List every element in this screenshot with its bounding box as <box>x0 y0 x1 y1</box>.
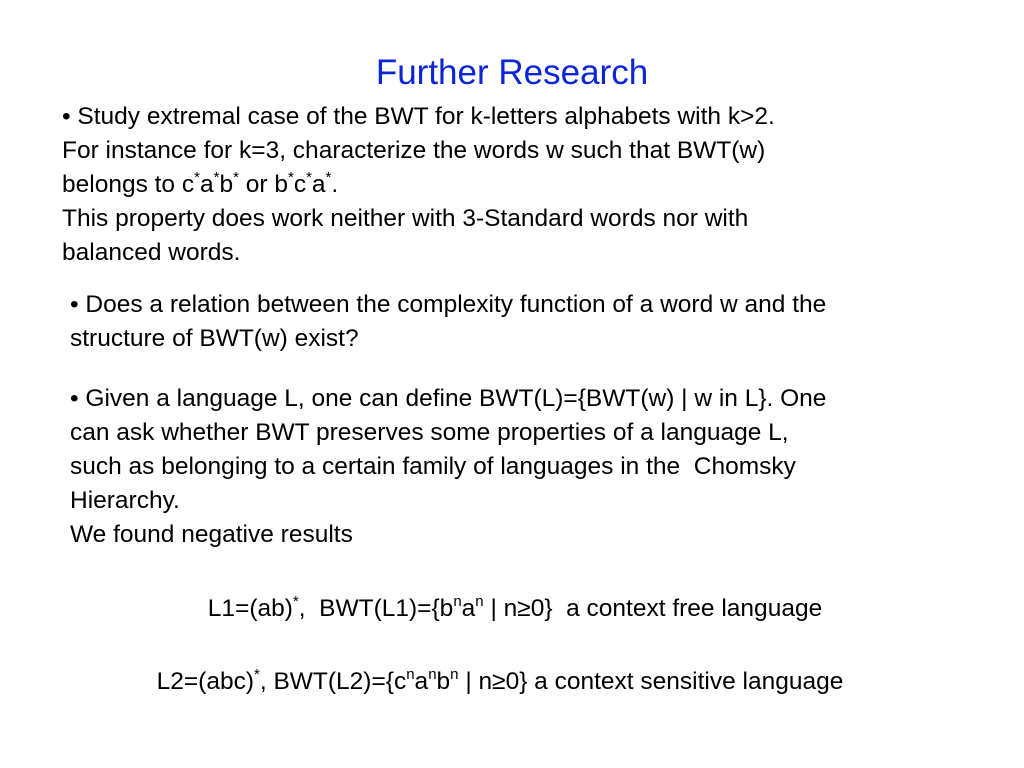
letter-a: a <box>461 595 476 622</box>
bullet-extremal-case <box>62 100 982 270</box>
belongs-text: belongs to c <box>62 171 195 198</box>
formula2-part3: | n≥0} a context sensitive language <box>458 668 844 695</box>
formula-l2 <box>0 665 1024 699</box>
exponent-n: n <box>428 665 437 683</box>
letter-b: b <box>219 171 234 198</box>
bullet3-line1: • Given a language L, one can define BWT(L)={BWT(w) | w in L}. One <box>70 385 827 412</box>
bullet3-line3: such as belonging to a certain family of languages in the Chomsky <box>70 453 796 480</box>
bullet2-line2: structure of BWT(w) exist? <box>70 325 359 352</box>
formula1-part2: , BWT(L1)={b <box>298 595 454 622</box>
letter-a: a <box>199 171 214 198</box>
letter-a: a <box>311 171 326 198</box>
bullet3-line5: We found negative results <box>70 521 353 548</box>
formula1-part3: | n≥0} a context free language <box>483 595 823 622</box>
formula2-part1: L2=(abc) <box>156 668 254 695</box>
bullet1-line1: • Study extremal case of the BWT for k-letters alphabets with k>2. <box>62 103 775 130</box>
star-sup: * <box>287 168 294 186</box>
or-b-text: or b <box>238 171 288 198</box>
letter-a: a <box>414 668 429 695</box>
bullet1-line2: For instance for k=3, characterize the words w such that BWT(w) <box>62 137 766 164</box>
slide-title: Further Research <box>375 53 649 92</box>
bullet3-line4: Hierarchy. <box>70 487 180 514</box>
star-sup: * <box>306 168 312 186</box>
formula2-part2: , BWT(L2)={c <box>259 668 407 695</box>
exponent-n: n <box>406 665 415 683</box>
star-sup: * <box>194 168 200 186</box>
letter-c: c <box>293 171 307 198</box>
exponent-n: n <box>475 592 484 610</box>
bullet1-line5: balanced words. <box>62 239 241 266</box>
star-sup: * <box>292 592 299 610</box>
star-sup: * <box>213 168 220 186</box>
star-sup: * <box>254 665 260 683</box>
period: . <box>331 171 339 198</box>
exponent-n: n <box>453 592 462 610</box>
star-sup: * <box>325 168 332 186</box>
exponent-n: n <box>450 665 459 683</box>
bullet-language-bwt <box>70 382 990 552</box>
letter-b: b <box>436 668 451 695</box>
bullet1-line3 <box>62 168 982 202</box>
formula1-part1: L1=(ab) <box>207 595 293 622</box>
bullet-complexity-relation <box>70 288 990 356</box>
bullet2-line1: • Does a relation between the complexity function of a word w and the <box>70 291 827 318</box>
bullet3-line2: can ask whether BWT preserves some properties of a language L, <box>70 419 789 446</box>
star-sup: * <box>233 168 239 186</box>
bullet1-line4: This property does work neither with 3-Standard words nor with <box>62 205 749 232</box>
formula-l1 <box>0 592 1024 626</box>
